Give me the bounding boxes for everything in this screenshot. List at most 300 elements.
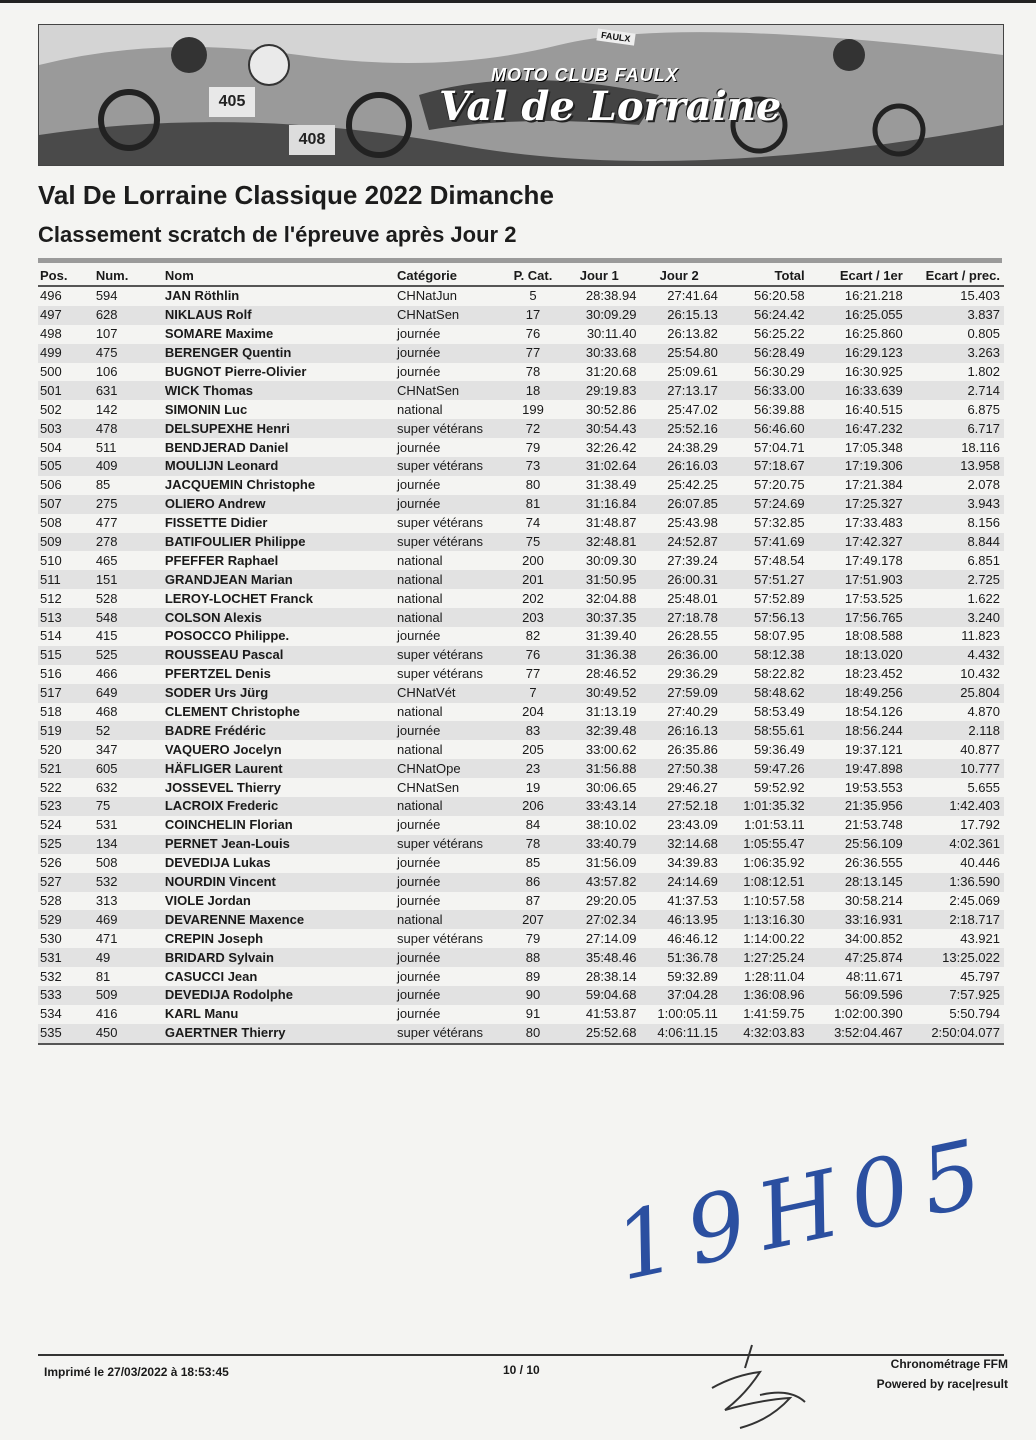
cell-ecart-prec: 40.446: [960, 855, 1000, 871]
cell-ecart-1er: 16:25.860: [844, 326, 903, 342]
table-row: [38, 1024, 1004, 1044]
cell-pos: 512: [40, 590, 62, 606]
cell-categorie: journée: [397, 817, 441, 833]
cell-num: 466: [95, 666, 118, 682]
table-row: [38, 325, 1004, 344]
cell-jour2: 25:48.01: [667, 590, 718, 606]
cell-jour1: 28:46.52: [585, 666, 637, 682]
cell-num: 511: [95, 439, 117, 455]
cell-pcat: 200: [522, 552, 544, 568]
cell-num: 450: [84, 1024, 163, 1044]
cell-num: 465: [95, 552, 118, 568]
cell-jour2: 27:59.09: [638, 684, 719, 703]
cell-ecart-1er: 16:40.515: [844, 401, 903, 417]
cell-jour1: 28:38.14: [585, 968, 637, 984]
cell-nom: GAERTNER Thierry: [163, 1024, 395, 1044]
cell-ecart-1er: 19:47.898: [807, 759, 905, 778]
cell-ecart-prec: 8.844: [905, 533, 1004, 552]
table-row: [38, 929, 1004, 948]
cell-categorie: super vétérans: [395, 457, 506, 476]
cell-categorie: national: [395, 910, 506, 929]
cell-num: 477: [95, 515, 118, 531]
column-header-nom: Nom: [163, 265, 395, 286]
cell-categorie: national: [395, 797, 506, 816]
table-row: [38, 306, 1004, 325]
cell-num: 478: [84, 419, 163, 438]
cell-total: 1:27:25.24: [720, 948, 807, 967]
cell-nom: CASUCCI Jean: [164, 968, 258, 984]
cell-num: 81: [95, 968, 111, 984]
cell-pcat: 80: [525, 477, 541, 493]
cell-nom: DEVARENNE Maxence: [163, 910, 395, 929]
cell-total: 1:28:11.04: [744, 968, 805, 984]
cell-ecart-prec: 5.655: [967, 779, 1000, 795]
cell-categorie: journée: [397, 968, 441, 984]
cell-jour2: 25:47.02: [667, 401, 718, 417]
cell-jour2: 26:07.85: [638, 495, 719, 514]
cell-pcat: 76: [525, 326, 541, 342]
column-header-total: Total: [720, 265, 807, 286]
cell-nom: WICK Thomas: [163, 381, 395, 400]
cell-ecart-1er: 1:02:00.390: [834, 1006, 903, 1022]
cell-pos: 514: [40, 628, 62, 644]
cell-pos: 501: [38, 381, 84, 400]
table-row: [38, 835, 1004, 854]
cell-total: 57:52.89: [754, 590, 805, 606]
cell-num: 151: [84, 570, 163, 589]
cell-nom: JAN Röthlin: [164, 288, 240, 304]
cell-pos: 511: [38, 570, 84, 589]
table-row: [38, 797, 1004, 816]
cell-pos: 517: [38, 684, 84, 703]
cell-ecart-1er: 18:49.256: [807, 684, 905, 703]
column-header-ecart-prec: Ecart / prec.: [905, 265, 1004, 286]
cell-pos: 513: [38, 608, 84, 627]
cell-pos: 528: [40, 892, 62, 908]
table-row: [38, 721, 1004, 740]
cell-pcat: 18: [506, 381, 560, 400]
table-row: [38, 589, 1004, 608]
cell-jour1: 35:48.46: [560, 948, 638, 967]
cell-ecart-1er: 16:29.123: [807, 344, 905, 363]
cell-jour1: 27:14.09: [585, 930, 637, 946]
cell-total: 56:20.58: [754, 288, 805, 304]
cell-nom: SIMONIN Luc: [164, 401, 248, 417]
cell-ecart-1er: 3:52:04.467: [807, 1024, 905, 1044]
cell-nom: OLIERO Andrew: [163, 495, 395, 514]
cell-categorie: super vétérans: [395, 533, 506, 552]
cell-pos: 533: [38, 986, 84, 1005]
cell-pos: 526: [40, 855, 62, 871]
cell-nom: NIKLAUS Rolf: [163, 306, 395, 325]
cell-categorie: journée: [397, 628, 441, 644]
cell-jour2: 27:52.18: [638, 797, 719, 816]
table-row: [38, 533, 1004, 552]
table-row: [38, 665, 1004, 684]
cell-num: 409: [84, 457, 163, 476]
cell-jour2: 26:28.55: [667, 628, 718, 644]
cell-jour2: 26:36.00: [638, 646, 719, 665]
cell-num: 528: [95, 590, 118, 606]
cell-num: 508: [95, 855, 118, 871]
cell-pcat: 91: [525, 1006, 541, 1022]
cell-nom: BADRE Frédéric: [163, 721, 395, 740]
cell-pcat: 206: [506, 797, 560, 816]
table-row: [38, 873, 1004, 892]
cell-ecart-1er: 33:16.931: [807, 910, 905, 929]
cell-total: 1:01:35.32: [720, 797, 807, 816]
table-row: [38, 948, 1004, 967]
table-row: [38, 570, 1004, 589]
cell-categorie: journée: [397, 892, 441, 908]
cell-total: 58:22.82: [754, 666, 805, 682]
cell-total: 58:12.38: [720, 646, 807, 665]
cell-categorie: super vétérans: [395, 835, 506, 854]
cell-total: 59:52.92: [754, 779, 805, 795]
cell-nom: BRIDARD Sylvain: [163, 948, 395, 967]
cell-jour2: 24:14.69: [638, 873, 719, 892]
banner-bib-number: 408: [289, 125, 335, 155]
cell-pcat: 87: [525, 892, 541, 908]
cell-categorie: national: [397, 401, 443, 417]
cell-num: 49: [84, 948, 163, 967]
cell-total: 57:20.75: [754, 477, 805, 493]
cell-pcat: 78: [525, 364, 541, 379]
cell-pcat: 82: [525, 628, 541, 644]
cell-pos: 527: [38, 873, 84, 892]
cell-categorie: national: [395, 608, 506, 627]
cell-jour2: 46:13.95: [638, 910, 719, 929]
column-header-jour1: Jour 1: [560, 265, 638, 286]
cell-pos: 522: [40, 779, 62, 795]
cell-ecart-prec: 4.432: [905, 646, 1004, 665]
page-subtitle: Classement scratch de l'épreuve après Jour 2: [38, 222, 517, 247]
cell-total: 1:10:57.58: [743, 892, 805, 908]
table-row: [38, 740, 1004, 759]
cell-ecart-prec: 5:50.794: [949, 1006, 1000, 1022]
table-row: [38, 646, 1004, 665]
cell-pos: 535: [38, 1024, 84, 1044]
cell-jour1: 33:40.79: [560, 835, 638, 854]
cell-nom: KARL Manu: [164, 1006, 239, 1022]
cell-pos: 508: [40, 515, 62, 531]
cell-categorie: CHNatSen: [395, 381, 506, 400]
cell-ecart-prec: 6.875: [967, 401, 1000, 417]
table-row: [38, 892, 1004, 911]
cell-ecart-1er: 16:25.055: [807, 306, 905, 325]
cell-nom: DELSUPEXHE Henri: [163, 419, 395, 438]
table-row: [38, 344, 1004, 363]
cell-num: 525: [84, 646, 163, 665]
cell-nom: HÄFLIGER Laurent: [163, 759, 395, 778]
cell-pos: 507: [38, 495, 84, 514]
cell-nom: DEVEDIJA Rodolphe: [163, 986, 395, 1005]
cell-total: 58:07.95: [754, 628, 805, 644]
cell-jour2: 24:38.29: [667, 439, 718, 455]
cell-categorie: national: [395, 570, 506, 589]
cell-jour1: 29:20.05: [585, 892, 637, 908]
page-title: Val De Lorraine Classique 2022 Dimanche: [38, 180, 554, 210]
cell-ecart-prec: 1.622: [967, 590, 1000, 606]
cell-categorie: journée: [395, 986, 506, 1005]
table-row: [38, 400, 1004, 419]
cell-nom: PERNET Jean-Louis: [163, 835, 395, 854]
cell-pcat: 90: [506, 986, 560, 1005]
banner-club-name: MOTO CLUB FAULX: [491, 65, 679, 85]
cell-num: 275: [84, 495, 163, 514]
cell-num: 532: [84, 873, 163, 892]
cell-pcat: 72: [506, 419, 560, 438]
cell-num: 469: [84, 910, 163, 929]
cell-nom: SODER Urs Jürg: [163, 684, 395, 703]
cell-ecart-prec: 2:50:04.077: [905, 1024, 1004, 1044]
cell-total: 56:33.00: [720, 381, 807, 400]
cell-categorie: journée: [395, 495, 506, 514]
cell-jour1: 59:04.68: [560, 986, 638, 1005]
cell-ecart-prec: 1:42.403: [905, 797, 1004, 816]
cell-categorie: journée: [397, 439, 441, 455]
cell-categorie: journée: [397, 477, 441, 493]
column-header-categorie: Catégorie: [395, 265, 506, 286]
cell-categorie: CHNatSen: [395, 306, 506, 325]
cell-total: 1:36:08.96: [720, 986, 807, 1005]
cell-nom: MOULIJN Leonard: [163, 457, 395, 476]
cell-pcat: 81: [506, 495, 560, 514]
cell-ecart-1er: 17:21.384: [844, 477, 903, 493]
cell-jour1: 41:53.87: [585, 1006, 637, 1022]
cell-num: 594: [95, 288, 118, 304]
cell-ecart-prec: 8.156: [967, 515, 1000, 531]
cell-ecart-1er: 30:58.214: [844, 892, 903, 908]
cell-pcat: 201: [506, 570, 560, 589]
cell-categorie: super vétérans: [395, 419, 506, 438]
cell-ecart-1er: 48:11.671: [845, 968, 903, 984]
cell-jour1: 31:38.49: [585, 477, 637, 493]
cell-categorie: super vétérans: [395, 1024, 506, 1044]
cell-num: 605: [84, 759, 163, 778]
cell-pos: 523: [38, 797, 84, 816]
cell-total: 56:24.42: [720, 306, 807, 325]
table-row: [38, 627, 1004, 646]
table-row: [38, 986, 1004, 1005]
header-banner-image: [38, 24, 1004, 166]
table-row: [38, 967, 1004, 986]
cell-ecart-1er: 19:37.121: [844, 741, 903, 757]
cell-ecart-1er: 17:25.327: [807, 495, 905, 514]
cell-jour1: 30:52.86: [585, 401, 637, 417]
cell-jour1: 30:54.43: [560, 419, 638, 438]
cell-ecart-prec: 3.263: [905, 344, 1004, 363]
cell-pos: 518: [40, 704, 62, 720]
cell-categorie: national: [397, 704, 443, 720]
cell-categorie: CHNatSen: [397, 779, 460, 795]
cell-ecart-prec: 18.116: [961, 439, 1000, 455]
cell-ecart-prec: 13.958: [905, 457, 1004, 476]
table-row: [38, 608, 1004, 627]
footer-divider: [38, 1354, 1004, 1356]
table-row: [38, 381, 1004, 400]
cell-pos: 525: [38, 835, 84, 854]
banner-tag: FAULX: [596, 28, 635, 45]
signature-scribble: [712, 1345, 805, 1428]
cell-categorie: CHNatOpe: [395, 759, 506, 778]
cell-total: 59:36.49: [754, 741, 805, 757]
cell-categorie: super vétérans: [397, 666, 484, 682]
cell-total: 57:32.85: [754, 515, 805, 531]
cell-num: 548: [84, 608, 163, 627]
cell-pos: 516: [40, 666, 62, 682]
cell-jour2: 26:13.82: [667, 326, 718, 342]
cell-pos: 505: [38, 457, 84, 476]
cell-jour1: 31:56.88: [560, 759, 638, 778]
cell-jour2: 26:00.31: [638, 570, 719, 589]
cell-nom: NOURDIN Vincent: [163, 873, 395, 892]
cell-num: 107: [95, 326, 118, 342]
cell-nom: CREPIN Joseph: [164, 930, 264, 946]
cell-categorie: journée: [395, 873, 506, 892]
cell-jour1: 30:49.52: [560, 684, 638, 703]
cell-ecart-1er: 16:33.639: [807, 381, 905, 400]
cell-num: 649: [84, 684, 163, 703]
cell-pcat: 19: [525, 779, 541, 795]
powered-by-credit: Powered by race|result: [876, 1377, 1008, 1391]
cell-nom: FISSETTE Didier: [164, 515, 268, 531]
column-header-pos: Pos.: [38, 265, 84, 286]
cell-pcat: 77: [525, 666, 541, 682]
table-row: [38, 286, 1004, 306]
cell-pcat: 80: [506, 1024, 560, 1044]
cell-ecart-prec: 15.403: [960, 288, 1000, 304]
cell-total: 58:48.62: [720, 684, 807, 703]
cell-total: 57:41.69: [720, 533, 807, 552]
cell-num: 416: [95, 1006, 118, 1022]
cell-ecart-prec: 2.725: [905, 570, 1004, 589]
cell-categorie: super vétérans: [395, 646, 506, 665]
top-edge-line: [0, 0, 1036, 3]
print-timestamp: Imprimé le 27/03/2022 à 18:53:45: [44, 1365, 229, 1379]
cell-ecart-1er: 17:42.327: [807, 533, 905, 552]
cell-num: 134: [84, 835, 163, 854]
table-row: [38, 910, 1004, 929]
cell-jour2: 27:40.29: [667, 704, 718, 720]
table-row: [38, 419, 1004, 438]
cell-ecart-prec: 43.921: [960, 930, 1000, 946]
column-header-num: Num.: [84, 265, 163, 286]
cell-pcat: 78: [506, 835, 560, 854]
column-header-jour2: Jour 2: [638, 265, 719, 286]
cell-jour2: 27:41.64: [667, 288, 718, 304]
cell-jour1: 30:06.65: [585, 779, 637, 795]
cell-pos: 503: [38, 419, 84, 438]
cell-jour1: 30:09.30: [585, 552, 637, 568]
cell-ecart-prec: 17.792: [960, 817, 1000, 833]
cell-jour2: 4:06:11.15: [638, 1024, 719, 1044]
cell-ecart-1er: 21:35.956: [807, 797, 905, 816]
cell-jour1: 30:33.68: [560, 344, 638, 363]
cell-jour2: 23:43.09: [667, 817, 718, 833]
cell-ecart-prec: 1.802: [967, 364, 1000, 379]
cell-jour1: 31:50.95: [560, 570, 638, 589]
cell-ecart-prec: 6.717: [905, 419, 1004, 438]
cell-categorie: journée: [395, 948, 506, 967]
cell-ecart-1er: 26:36.555: [844, 855, 903, 871]
cell-total: 1:41:59.75: [743, 1006, 805, 1022]
cell-pcat: 88: [506, 948, 560, 967]
cell-pos: 531: [38, 948, 84, 967]
cell-pos: 510: [40, 552, 62, 568]
cell-num: 468: [95, 704, 118, 720]
cell-jour1: 33:00.62: [585, 741, 637, 757]
cell-num: 75: [84, 797, 163, 816]
cell-ecart-1er: 17:19.306: [807, 457, 905, 476]
cell-jour2: 41:37.53: [667, 892, 718, 908]
cell-num: 415: [95, 628, 118, 644]
cell-jour1: 33:43.14: [560, 797, 638, 816]
cell-ecart-1er: 18:54.126: [844, 704, 903, 720]
cell-total: 1:08:12.51: [720, 873, 807, 892]
cell-total: 1:06:35.92: [743, 855, 805, 871]
cell-ecart-prec: 2:18.717: [905, 910, 1004, 929]
cell-pos: 506: [40, 477, 62, 493]
cell-ecart-1er: 17:33.483: [844, 515, 903, 531]
cell-categorie: journée: [397, 855, 441, 871]
cell-ecart-prec: 45.797: [960, 968, 1000, 984]
cell-nom: GRANDJEAN Marian: [163, 570, 395, 589]
cell-pos: 496: [40, 288, 62, 304]
cell-nom: BUGNOT Pierre-Olivier: [164, 364, 307, 379]
cell-jour2: 25:43.98: [667, 515, 718, 531]
cell-nom: BENDJERAD Daniel: [164, 439, 289, 455]
cell-num: 632: [95, 779, 118, 795]
cell-num: 471: [95, 930, 118, 946]
table-row: [38, 457, 1004, 476]
cell-jour1: 31:02.64: [560, 457, 638, 476]
table-row: [38, 759, 1004, 778]
cell-jour1: 30:11.40: [586, 326, 637, 342]
cell-total: 56:39.88: [754, 401, 805, 417]
cell-jour2: 25:09.61: [667, 364, 718, 379]
cell-ecart-prec: 3.837: [905, 306, 1004, 325]
cell-ecart-prec: 10.432: [960, 666, 1000, 682]
cell-categorie: national: [397, 741, 443, 757]
cell-ecart-1er: 17:05.348: [844, 439, 903, 455]
cell-ecart-prec: 0.805: [967, 326, 1000, 342]
banner-bib-number: 405: [209, 87, 255, 117]
table-row: [38, 514, 1004, 533]
cell-ecart-1er: 28:13.145: [807, 873, 905, 892]
cell-ecart-prec: 2:45.069: [949, 892, 1000, 908]
cell-ecart-prec: 3.240: [905, 608, 1004, 627]
cell-ecart-prec: 6.851: [967, 552, 1000, 568]
cell-ecart-prec: 7:57.925: [905, 986, 1004, 1005]
cell-ecart-1er: 21:53.748: [844, 817, 903, 833]
cell-nom: PFEFFER Raphael: [164, 552, 279, 568]
cell-jour2: 59:32.89: [667, 968, 718, 984]
cell-pcat: 203: [506, 608, 560, 627]
cell-jour2: 34:39.83: [667, 855, 718, 871]
cell-jour1: 32:26.42: [585, 439, 637, 455]
cell-total: 56:25.22: [754, 326, 805, 342]
cell-total: 57:56.13: [720, 608, 807, 627]
cell-jour2: 26:16.13: [638, 721, 719, 740]
cell-nom: LEROY-LOCHET Franck: [164, 590, 313, 606]
cell-nom: JACQUEMIN Christophe: [164, 477, 316, 493]
cell-total: 59:47.26: [720, 759, 807, 778]
cell-ecart-1er: 17:56.765: [807, 608, 905, 627]
cell-pos: 534: [40, 1006, 62, 1022]
cell-categorie: journée: [397, 364, 441, 379]
cell-ecart-1er: 17:51.903: [807, 570, 905, 589]
